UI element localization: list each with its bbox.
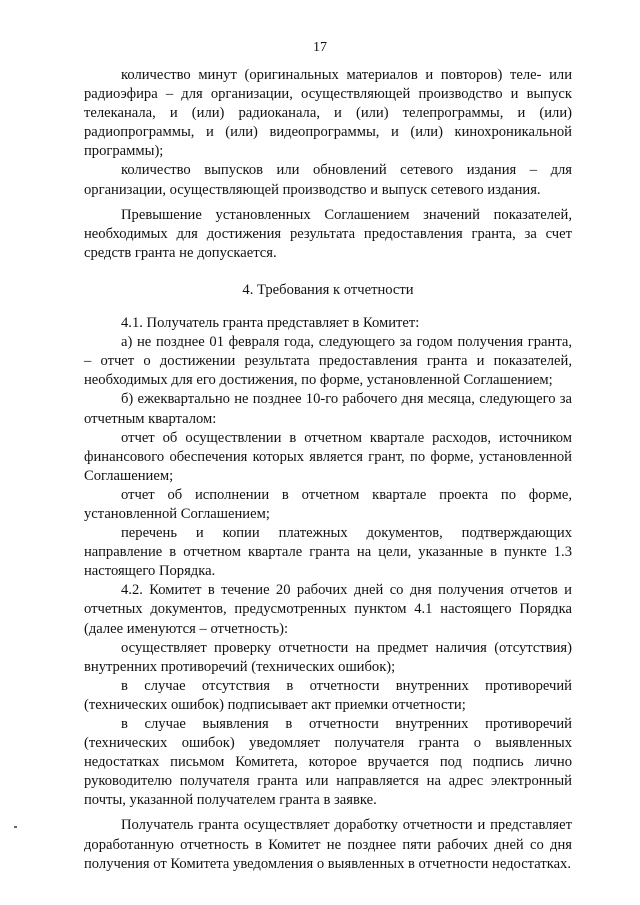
paragraph-4-2: 4.2. Комитет в течение 20 рабочих дней со дня получения отчетов и отчетных документов, предусмотренных пунктом 4.1 настоящего Порядка (далее именуются – отчетность):	[84, 582, 572, 637]
paragraph-no-errors: в случае отсутствия в отчетности внутренних противоречий (технических ошибок) подписывает акт приемки отчетности;	[84, 677, 572, 713]
paragraph-expense-report: отчет об осуществлении в отчетном квартале расходов, источником финансового обеспечения которых является грант, по форме, установленной Соглашением;	[84, 429, 572, 484]
paragraph-4-1-b: б) ежеквартально не позднее 10-го рабочего дня месяца, следующего за отчетным кварталом:	[84, 391, 572, 427]
paragraph-excess: Превышение установленных Соглашением значений показателей, необходимых для достижения результата предоставления гранта, за счет средств гранта не допускается.	[84, 206, 572, 261]
paragraph-project-report: отчет об исполнении в отчетном квартале проекта по форме, установленной Соглашением;	[84, 486, 572, 522]
section-heading: 4. Требования к отчетности	[242, 281, 414, 298]
page-number: 17	[313, 40, 327, 55]
scan-speck	[14, 826, 17, 828]
paragraph-rework: Получатель гранта осуществляет доработку отчетности и представляет доработанную отчетность в Комитет не позднее пяти рабочих дней со дня получения от Комитета уведомления о выявленных в отчетности недостатках.	[84, 817, 572, 872]
paragraph-issues: количество выпусков или обновлений сетевого издания – для организации, осуществляющей производство и выпуск сетевого издания.	[84, 162, 572, 198]
paragraph-errors-found: в случае выявления в отчетности внутренних противоречий (технических ошибок) уведомляет получателя гранта о выявленных недостатках письмом Комитета, которое вручается под подпись лично руководителю получателя гранта или направляется на адрес электронный почты, указанной получателем гранта в заявке.	[84, 716, 572, 809]
paragraph-4-1-a: а) не позднее 01 февраля года, следующего за годом получения гранта, – отчет о достижении результата предоставления гранта и показателей, необходимых для его достижения, по форме, установленной Соглашением;	[84, 334, 572, 389]
paragraph-check: осуществляет проверку отчетности на предмет наличия (отсутствия) внутренних противоречий (технических ошибок);	[84, 639, 572, 675]
paragraph-4-1: 4.1. Получатель гранта представляет в Комитет:	[121, 315, 420, 332]
paragraph-minutes: количество минут (оригинальных материалов и повторов) теле- или радиоэфира – для организации, осуществляющей производство и выпуск телеканала, и (или) радиоканала, и (или) телепрограммы, и (или) радиопрограммы, и (или) видеопрограммы, и (или) кинохроникальной программы);	[84, 67, 572, 160]
paragraph-payment-docs: перечень и копии платежных документов, подтверждающих направление в отчетном квартале гранта на цели, указанные в пункте 1.3 настоящего Порядка.	[84, 525, 572, 580]
document-body	[84, 66, 572, 874]
